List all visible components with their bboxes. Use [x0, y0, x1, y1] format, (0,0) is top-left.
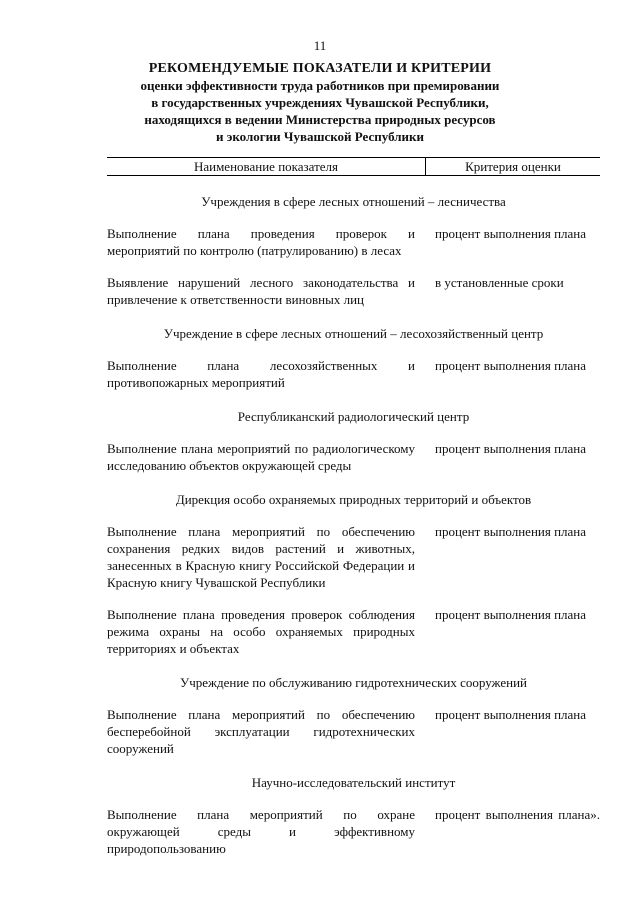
- indicator-criteria: процент выполнения плана: [435, 441, 587, 456]
- section-title: Учреждения в сфере лесных отношений – лесничества: [201, 194, 506, 209]
- section-title: Учреждение по обслуживанию гидротехнических сооружений: [179, 675, 527, 690]
- page-number: 11: [313, 38, 327, 53]
- table-row: [107, 706, 600, 757]
- section-title: Дирекция особо охраняемых природных территорий и объектов: [175, 492, 532, 507]
- indicator-criteria: в установленные сроки: [435, 275, 564, 290]
- indicator-criteria: процент выполнения плана: [435, 607, 587, 622]
- section-title: Научно-исследовательский институт: [251, 775, 456, 790]
- indicator-criteria: процент выполнения плана: [435, 358, 587, 373]
- indicator-name: Выполнение плана мероприятий по обеспечению сохранения редких видов растений и животных, занесенных в Красную книгу Российской Федерации и Красную книгу Чувашской Республики: [107, 524, 415, 590]
- indicator-name: Выполнение плана проведения проверок соблюдения режима охраны на особо охраняемых природных территориях и объектах: [107, 607, 415, 656]
- table-row: [107, 225, 600, 259]
- section-protected-areas: [107, 491, 600, 657]
- section-hydro: [107, 674, 600, 757]
- section-forest-center: [107, 325, 600, 391]
- table-row: [107, 523, 600, 591]
- indicator-name: Выявление нарушений лесного законодательства и привлечение к ответственности виновных лиц: [107, 275, 415, 307]
- criteria-table: [107, 157, 600, 872]
- table-header: [107, 157, 600, 176]
- indicator-criteria: процент выполнения плана».: [435, 807, 600, 822]
- indicator-name: Выполнение плана мероприятий по радиологическому исследованию объектов окружающей среды: [107, 441, 415, 473]
- indicator-name: Выполнение плана проведения проверок и мероприятий по контролю (патрулированию) в лесах: [107, 226, 415, 258]
- section-forestry: [107, 193, 600, 308]
- title-line-3: находящихся в ведении Министерства природных ресурсов: [144, 112, 496, 127]
- indicator-criteria: процент выполнения плана: [435, 524, 587, 539]
- section-title: Республиканский радиологический центр: [237, 409, 470, 424]
- indicator-name: Выполнение плана мероприятий по обеспечению бесперебойной эксплуатации гидротехнических сооружений: [107, 707, 415, 756]
- indicator-name: Выполнение плана лесохозяйственных и противопожарных мероприятий: [107, 358, 415, 390]
- table-row: [107, 357, 600, 391]
- title-line-2: в государственных учреждениях Чувашской Республики,: [151, 95, 489, 110]
- header-criteria: Критерия оценки: [465, 159, 561, 174]
- indicator-criteria: процент выполнения плана: [435, 226, 587, 241]
- table-row: [107, 274, 600, 308]
- table-row: [107, 440, 600, 474]
- section-research: [107, 774, 600, 857]
- indicator-criteria: процент выполнения плана: [435, 707, 587, 722]
- header-indicator-name: Наименование показателя: [107, 158, 426, 175]
- table-row: [107, 606, 600, 657]
- indicator-name: Выполнение плана мероприятий по охране окружающей среды и эффективному природопользованию: [107, 807, 415, 856]
- section-radiology: [107, 408, 600, 474]
- title-line-4: и экологии Чувашской Республики: [215, 129, 425, 144]
- title-main: РЕКОМЕНДУЕМЫЕ ПОКАЗАТЕЛИ И КРИТЕРИИ: [148, 61, 492, 76]
- document-title: [0, 60, 640, 145]
- title-line-1: оценки эффективности труда работников при премировании: [140, 78, 500, 93]
- section-title: Учреждение в сфере лесных отношений – лесохозяйственный центр: [163, 326, 544, 341]
- table-row: [107, 806, 600, 857]
